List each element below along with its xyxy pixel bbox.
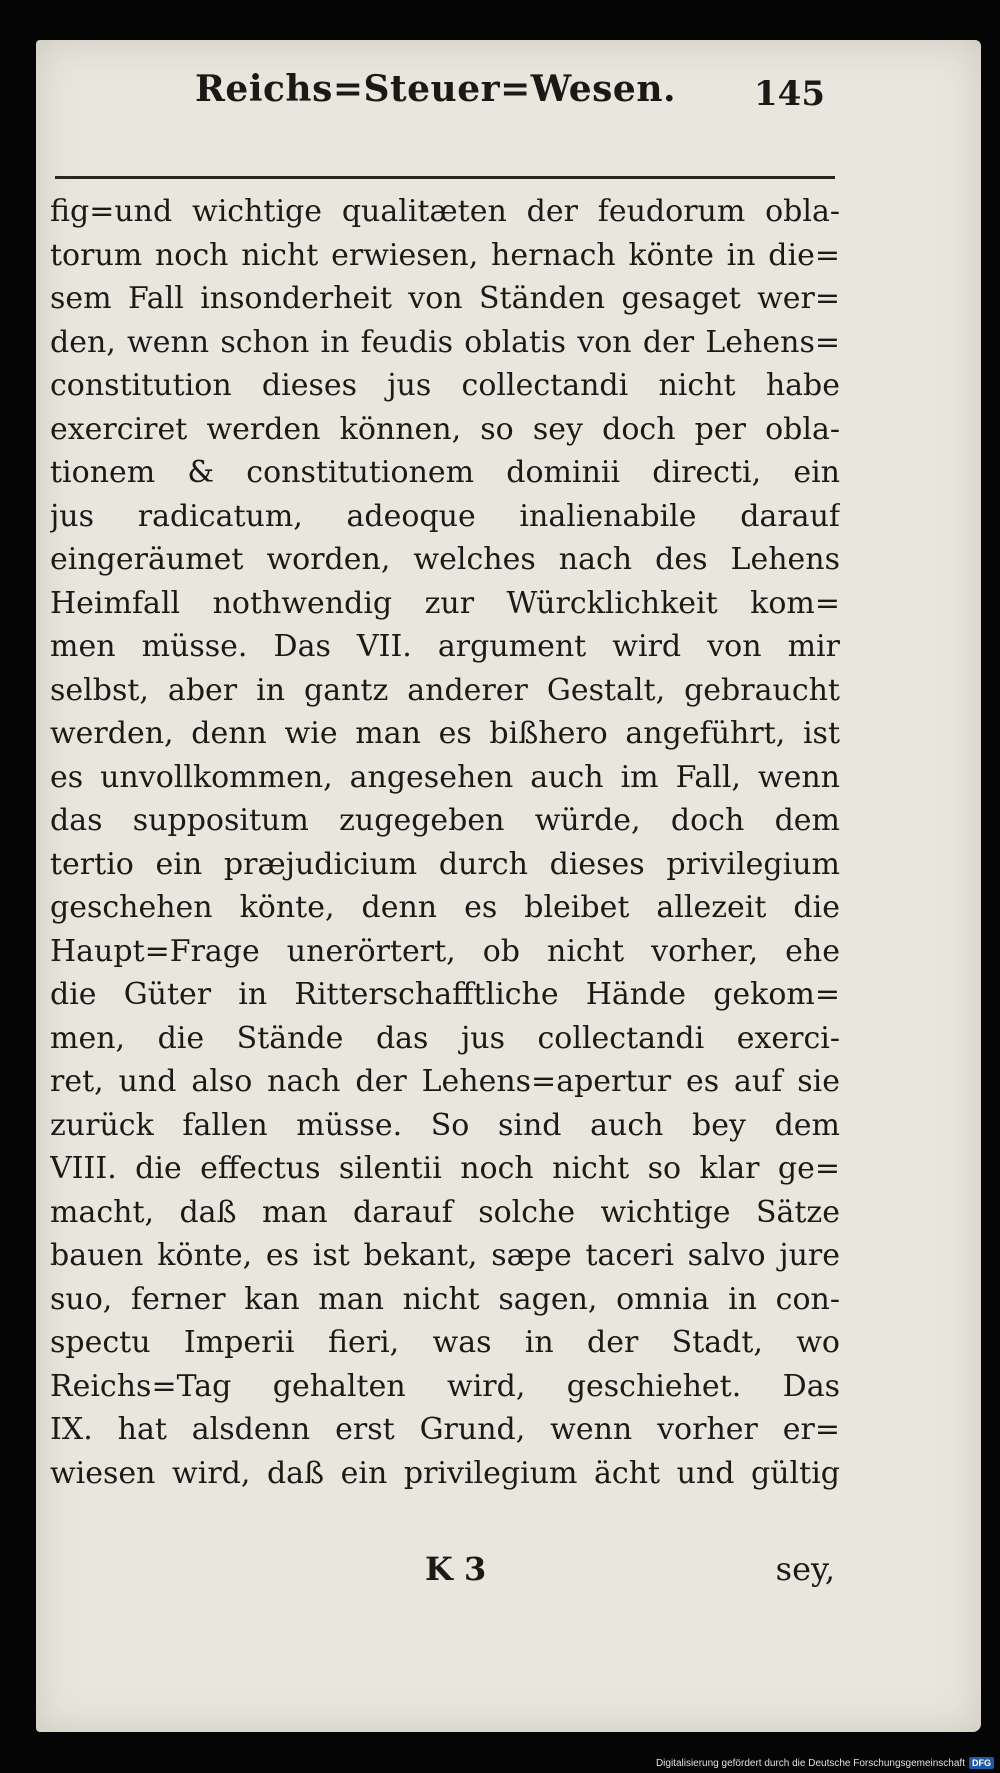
text-line: exerciret werden können, so sey doch per obla- xyxy=(50,411,840,447)
text-line: torum noch nicht erwiesen, hernach könte in die= xyxy=(50,237,840,273)
text-line: IX. hat alsdenn erst Grund, wenn vorher er= xyxy=(50,1412,840,1447)
text-line: eingeräumet worden, welches nach des Lehens xyxy=(50,542,840,577)
credit-text: Digitalisierung gefördert durch die Deutsche Forschungsgemeinschaft xyxy=(655,1757,965,1769)
text-line: selbst, aber in gantz anderer Gestalt, gebraucht xyxy=(50,672,840,708)
page-number: 145 xyxy=(754,74,825,114)
text-line: men, die Stände das jus collectandi exerci- xyxy=(50,1020,840,1056)
header-rule xyxy=(55,176,835,179)
text-line: zurück fallen müsse. So sind auch bey dem xyxy=(50,1107,840,1143)
body-text xyxy=(50,190,840,1495)
page-header xyxy=(95,68,825,130)
text-line: Haupt=Frage unerörtert, ob nicht vorher, ehe xyxy=(50,933,840,969)
text-line: tionem & constitutionem dominii directi, ein xyxy=(50,455,840,490)
text-line: geschehen könte, denn es bleibet allezeit die xyxy=(50,890,840,925)
text-line: spectu Imperii fieri, was in der Stadt, wo xyxy=(50,1325,840,1360)
text-line: jus radicatum, adeoque inalienabile darauf xyxy=(50,498,840,534)
text-line: bauen könte, es ist bekant, sæpe taceri salvo jure xyxy=(50,1238,840,1273)
dfg-logo: DFG xyxy=(969,1757,994,1769)
catchword: sey, xyxy=(775,1550,835,1588)
text-line: fig=und wichtige qualitæten der feudorum obla- xyxy=(50,194,840,229)
text-line: macht, daß man darauf solche wichtige Sätze xyxy=(50,1194,840,1230)
text-line: tertio ein præjudicium durch dieses privilegium xyxy=(50,846,840,882)
text-line: werden, denn wie man es bißhero angeführt, ist xyxy=(50,716,840,751)
text-line: ret, und also nach der Lehens=apertur es auf sie xyxy=(50,1064,840,1099)
text-line: suo, ferner kan man nicht sagen, omnia in con- xyxy=(50,1281,840,1317)
text-line: VIII. die effectus silentii noch nicht so klar ge= xyxy=(50,1151,840,1186)
running-head: Reichs=Steuer=Wesen. xyxy=(195,68,677,110)
text-line: wiesen wird, daß ein privilegium ächt und gültig xyxy=(50,1455,840,1491)
text-line: constitution dieses jus collectandi nicht habe xyxy=(50,368,840,403)
text-line: men müsse. Das VII. argument wird von mir xyxy=(50,629,840,664)
text-line: es unvollkommen, angesehen auch im Fall, wenn xyxy=(50,759,840,795)
text-line: Reichs=Tag gehalten wird, geschiehet. Das xyxy=(50,1368,840,1404)
text-line: die Güter in Ritterschafftliche Hände gekom= xyxy=(50,977,840,1012)
page-footer xyxy=(95,1550,835,1590)
text-line: den, wenn schon in feudis oblatis von der Lehens= xyxy=(50,324,840,360)
digitization-credit xyxy=(656,1757,994,1769)
signature-mark: K 3 xyxy=(425,1550,487,1588)
text-line: sem Fall insonderheit von Ständen gesaget wer= xyxy=(50,281,840,316)
text-line: Heimfall nothwendig zur Würcklichkeit kom= xyxy=(50,585,840,621)
text-line: das suppositum zugegeben würde, doch dem xyxy=(50,803,840,838)
